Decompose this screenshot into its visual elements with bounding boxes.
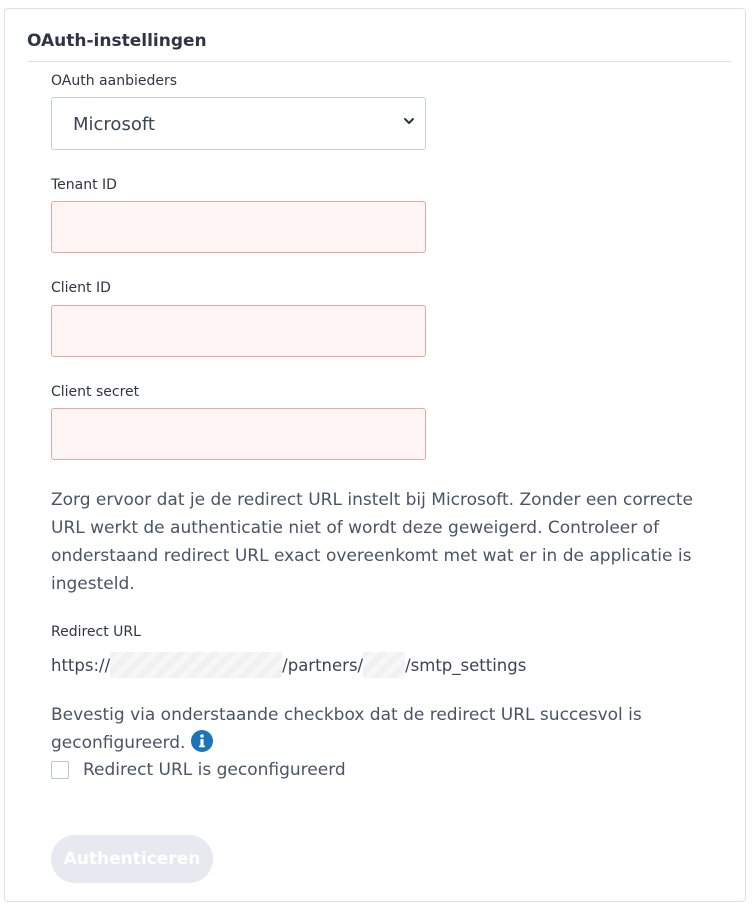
provider-label: OAuth aanbieders [51, 73, 178, 89]
oauth-settings-card [4, 8, 746, 902]
redirect-info-text: Zorg ervoor dat je de redirect URL instelt bij Microsoft. Zonder een correcte URL werkt de authenticatie niet of wordt deze geweigerd. Controleer of onderstaand redirect URL exact overeenkomt met wat er in de applicatie is ingesteld. [51, 490, 693, 594]
tenant-id-label: Tenant ID [51, 177, 117, 193]
redirect-url-middle: /partners/ [282, 655, 364, 675]
divider [27, 61, 731, 62]
redirect-configured-label[interactable]: Redirect URL is geconfigureerd [83, 760, 346, 780]
tenant-id-input[interactable] [51, 201, 426, 253]
redirect-configured-checkbox[interactable] [51, 761, 69, 779]
client-id-input[interactable] [51, 305, 426, 357]
provider-select[interactable] [51, 97, 426, 150]
redacted-partner-id [363, 652, 405, 678]
redirect-url-value [51, 652, 526, 676]
redacted-host [110, 652, 282, 678]
client-id-label: Client ID [51, 280, 111, 296]
provider-select-value: Microsoft [73, 114, 155, 135]
confirm-text: Bevestig via onderstaande checkbox dat de redirect URL succesvol is geconfigureerd. [51, 705, 642, 753]
chevron-down-icon [402, 114, 416, 128]
client-secret-label: Client secret [51, 384, 140, 400]
redirect-url-prefix: https:// [51, 655, 111, 675]
redirect-url-label: Redirect URL [51, 624, 141, 640]
authenticate-button[interactable]: Authenticeren [51, 835, 213, 883]
section-title: OAuth-instellingen [27, 31, 207, 51]
confirm-text-block [51, 701, 691, 757]
client-secret-input[interactable] [51, 408, 426, 460]
redirect-url-suffix: /smtp_settings [405, 655, 527, 675]
info-icon[interactable] [191, 730, 213, 752]
